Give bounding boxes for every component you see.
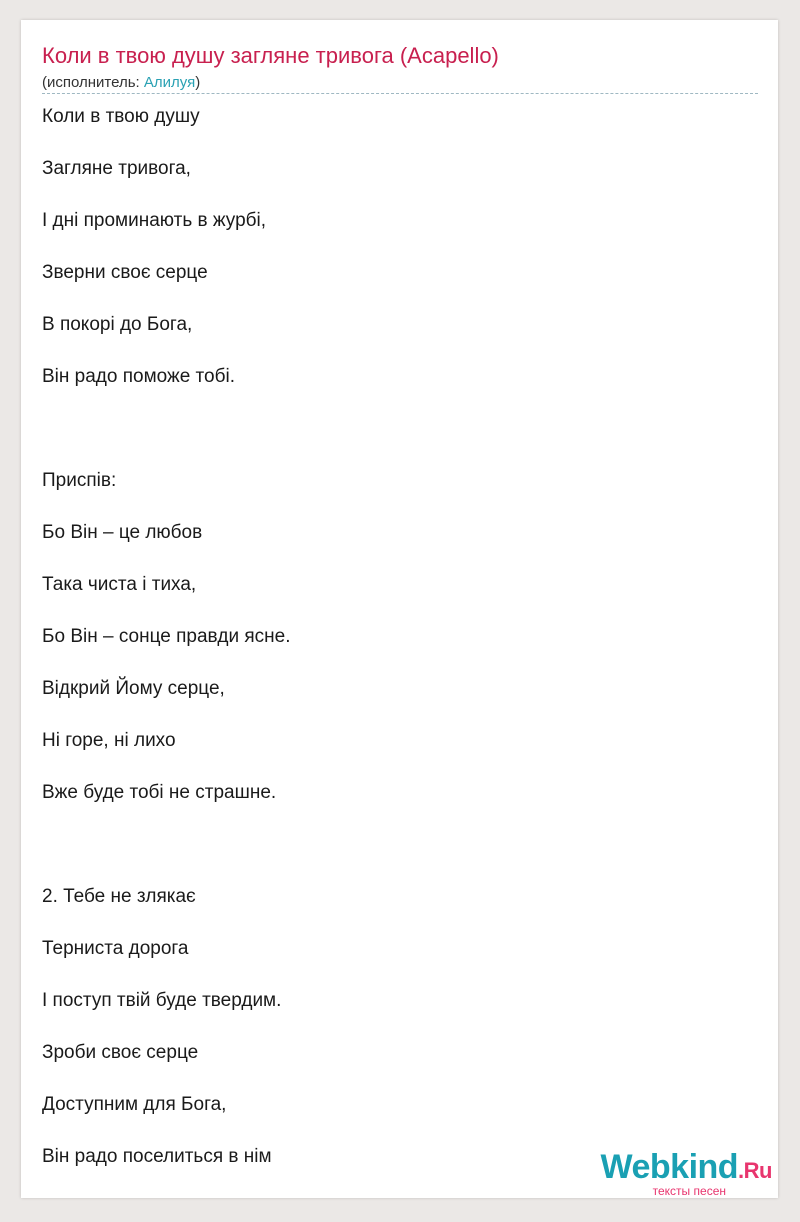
lyrics-line: Коли в твою душу [42, 106, 200, 127]
lyrics-line: Терниста дорога [42, 938, 189, 959]
lyrics-list [42, 106, 291, 1198]
lyrics-line: Доступним для Бога, [42, 1094, 227, 1115]
lyrics-line [42, 418, 291, 470]
lyrics-line: Відкрий Йому серце, [42, 678, 225, 699]
lyrics-line: Бо Він – це любов [42, 522, 203, 543]
logo-tld: .Ru [738, 1158, 772, 1183]
title-divider [42, 93, 758, 94]
lyrics-line: І поступ твій буде твердим. [42, 990, 282, 1011]
lyrics-line: В покорі до Бога, [42, 314, 193, 335]
lyrics-line: Зроби своє серце [42, 1042, 199, 1063]
logo-name: Webkind [600, 1148, 739, 1186]
lyrics-line: Приспів: [42, 470, 117, 491]
song-title: Коли в твою душу загляне тривога (Acapello) [42, 43, 499, 68]
lyrics-line: Загляне тривога, [42, 158, 191, 179]
artist-link[interactable]: Алилуя [143, 74, 196, 91]
logo-tagline: тексты песен [652, 1184, 726, 1198]
lyrics-line: Вже буде тобі не страшне. [42, 782, 277, 803]
lyrics-line: Бо Він – сонце правди ясне. [42, 626, 291, 647]
lyrics-line [42, 834, 291, 886]
artist-suffix: ) [195, 74, 201, 91]
lyrics-line: Він радо поселиться в нім [42, 1146, 272, 1167]
lyrics-line: Така чиста і тиха, [42, 574, 197, 595]
lyrics-line: Він радо поможе тобі. [42, 366, 235, 387]
lyrics-line: Зверни своє серце [42, 262, 208, 283]
lyrics-line: І дні проминають в журбі, [42, 210, 267, 231]
lyrics-line: Ні горе, ні лихо [42, 730, 176, 751]
artist-line [42, 74, 200, 91]
artist-prefix: (исполнитель: [42, 74, 144, 91]
lyrics-line: 2. Тебе не злякає [42, 886, 196, 907]
site-logo[interactable] [601, 1149, 773, 1197]
